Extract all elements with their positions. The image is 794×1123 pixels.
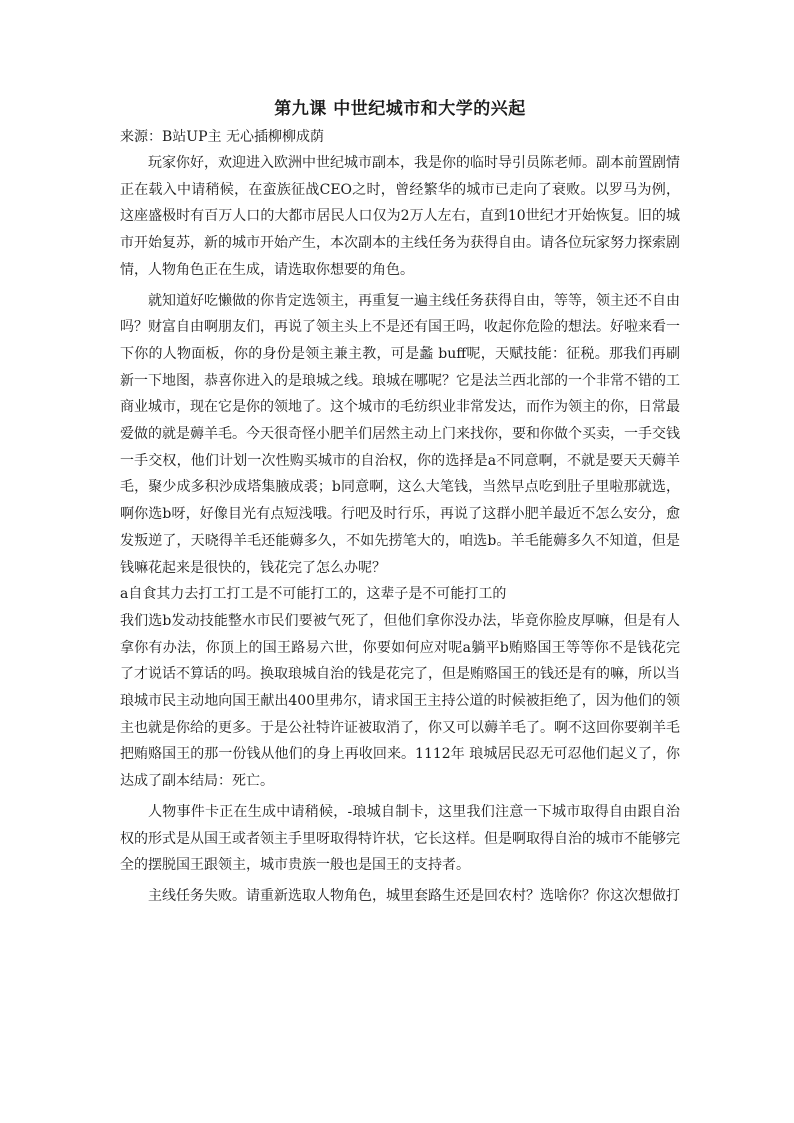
paragraph-intro: 玩家你好，欢迎进入欧洲中世纪城市副本，我是你的临时导引员陈老师。副本前置剧情正在载入中请稍候，在蛮族征战CEO之时，曾经繁华的城市已走向了衰败。以罗马为例，这座盛极时有百万人口的大都市居民人口仅为2万人左右，直到10世纪才开始恢复。旧的城市开始复苏，新的城市开始产生，本次副本的主线任务为获得自由。请各位玩家努力探索剧情，人物角色正在生成，请选取你想要的角色。 xyxy=(120,155,680,278)
paragraph-mission-failed: 主线任务失败。请重新选取人物角色，城里套路生还是回农村？选啥你？你这次想做打 xyxy=(148,887,680,904)
paragraph-option-a: a自食其力去打工打工是不可能打工的，这辈子是不可能打工的 xyxy=(120,586,507,603)
paragraph-event-card: 人物事件卡正在生成中请稍候，-琅城自制卡，这里我们注意一下城市取得自由跟自治权的形式是从国王或者领主手里呀取得特许状，它长这样。但是啊取得自治的城市不能够完全的摆脱国王跟领主，城市贵族一般也是国王的支持者。 xyxy=(120,803,680,874)
document-page xyxy=(120,98,680,910)
paragraph-lord: 就知道好吃懒做的你肯定选领主，再重复一遍主线任务获得自由，等等，领主还不自由吗？财富自由啊朋友们，再说了领主头上不是还有国王吗，收起你危险的想法。好啦来看一下你的人物面板，你的身份是领主兼主教，可是蠡 buff呢，天赋技能：征税。那我们再刷新一下地图，恭喜你进入的是琅城之线。琅城在哪呢？它是法兰西北部的一个非常不错的工商业城市，现在它是你的领地了。这个城市的毛纺织业非常发达，而作为领主的你，日常最爱做的就是薅羊毛。今天很奇怪小肥羊们居然主动上门来找你，要和你做个买卖，一手交钱一手交权，他们计划一次性购买城市的自治权，你的选择是a不同意啊，不就是要天天薅羊毛，聚少成多积沙成塔集腋成裘；b同意啊，这么大笔钱，当然早点吃到肚子里啦那就选，啊你选b呀，好像目光有点短浅哦。行吧及时行乐，再说了这群小肥羊最近不怎么安分，愈发叛逆了，天晓得羊毛还能薅多久，不如先捞笔大的，咱选b。羊毛能薅多久不知道，但是钱嘛花起来是很快的，钱花完了怎么办呢？ xyxy=(120,292,680,576)
source-line: 来源：B站UP主 无心插柳柳成荫 xyxy=(120,129,324,145)
page-title: 第九课 中世纪城市和大学的兴起 xyxy=(274,99,526,119)
paragraph-option-b: 我们选b发动技能整水市民们要被气死了，但他们拿你没办法，毕竟你脸皮厚嘛，但是有人拿你有办法，你顶上的国王路易六世，你要如何应对呢a躺平b贿赂国王等等你不是钱花完了才说话不算话的吗。换取琅城自治的钱是花完了，但是贿赂国王的钱还是有的嘛，所以当琅城市民主动地向国王献出400里弗尔，请求国王主持公道的时候被拒绝了，因为他们的领主也就是你给的更多。于是公社特许证被取消了，你又可以薅羊毛了。啊不这回你要剃羊毛把贿赂国王的那一份钱从他们的身上再收回来。1112年 琅城居民忍无可忍他们起义了，你达成了副本结局：死亡。 xyxy=(120,612,680,790)
